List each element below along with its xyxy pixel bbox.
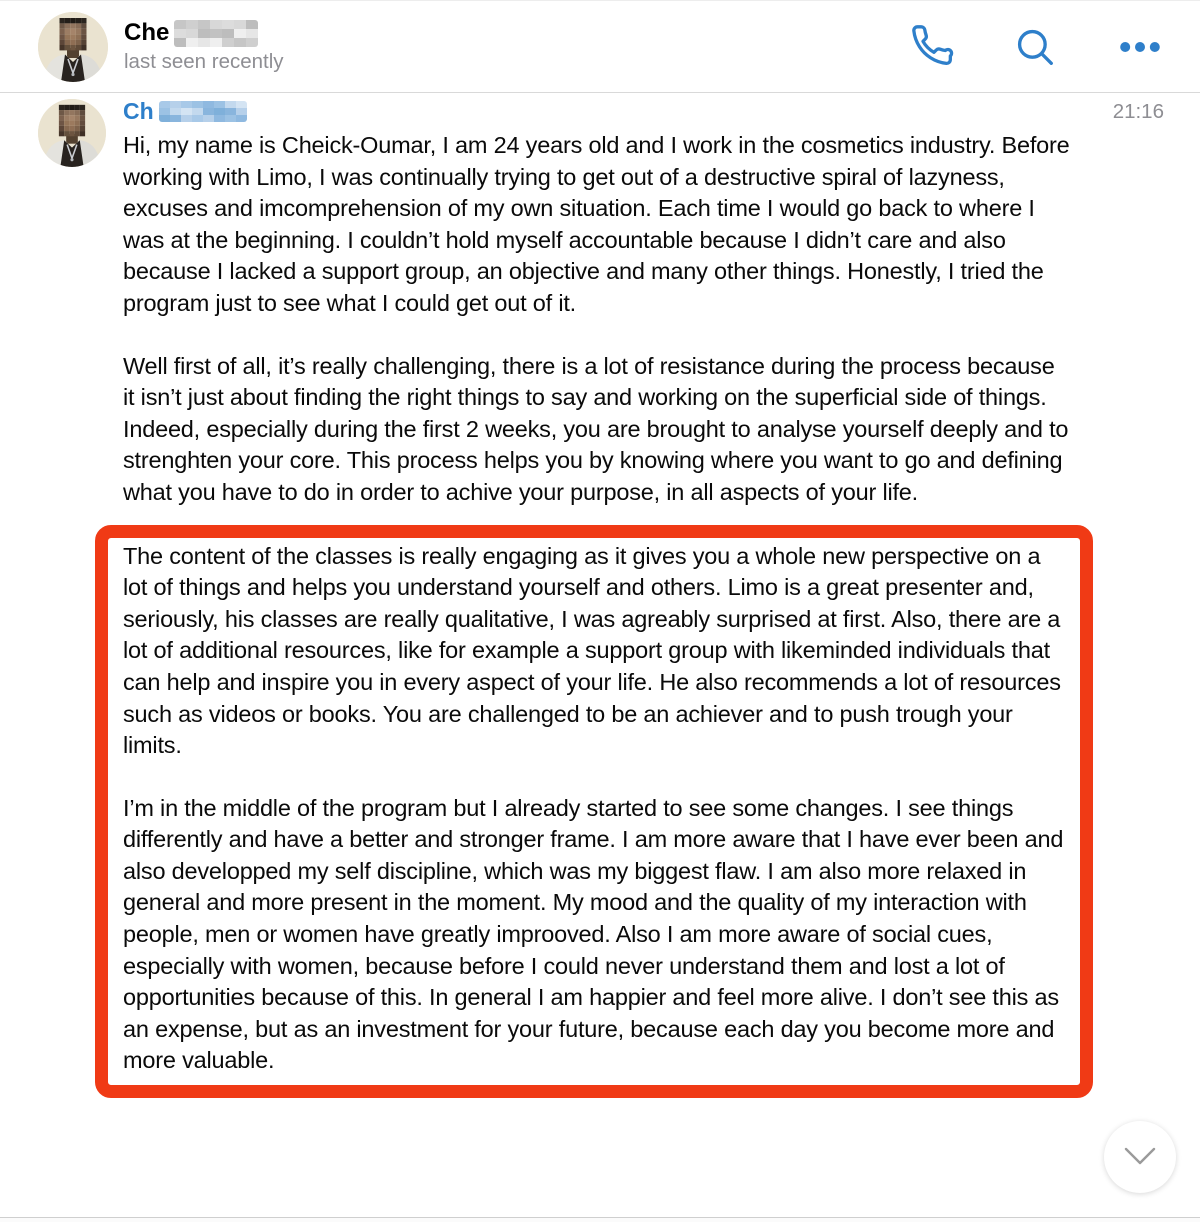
ellipsis-icon [1116, 23, 1164, 71]
message-paragraph: The content of the classes is really engaging as it gives you a whole new perspective on a lot of things and helps you understand yourself and others. Limo is a great presenter and, seriously, his classes are really qualitative, I was agreably surprised at first. Also, there are a lot of additional resources, like for example a support group with likeminded individuals that can help and inspire you in every aspect of your life. He also recommends a lot of resources such as videos or books. You are challenged to be an achiever and to push trough your limits. [123, 542, 1061, 759]
scroll-to-bottom-button[interactable] [1104, 1121, 1176, 1193]
search-icon [1014, 26, 1056, 68]
sender-name[interactable] [123, 98, 247, 124]
message [123, 93, 1164, 1098]
message-paragraph: I’m in the middle of the program but I already started to see some changes. I see things differently and have a better and stronger frame. I am more aware that I have ever been and also developped my self discipline, which was my biggest flaw. I am also more relaxed in general and more present in the moment. My mood and the quality of my interaction with people, men or women have greatly improoved. Also I am more aware of social cues, especially with women, because before I could never understand them and lost a lot of opportunities because of this. In general I am happier and feel more alive. I don’t see this as an expense, but as an investment for your future, because each day you become more and more valuable. [123, 794, 1064, 1074]
composer-top-edge [0, 1217, 1200, 1222]
contact-name-visible: Che [124, 19, 170, 46]
chevron-down-icon [1122, 1145, 1158, 1170]
red-annotation-box [95, 525, 1093, 1099]
redacted-name-blur [174, 20, 258, 47]
message-avatar[interactable] [38, 99, 106, 167]
call-button[interactable] [910, 25, 954, 69]
chat-header [0, 1, 1200, 93]
contact-avatar[interactable] [38, 12, 108, 82]
sender-redacted-blur [159, 101, 247, 122]
contact-name [124, 19, 284, 47]
message-header [123, 98, 1164, 130]
contact-info[interactable] [124, 19, 284, 74]
more-button[interactable] [1116, 23, 1164, 71]
message-time: 21:16 [1112, 100, 1164, 123]
sender-name-visible: Ch [123, 98, 154, 124]
message-text [123, 130, 1070, 1098]
message-paragraph: Well first of all, it’s really challenging, there is a lot of resistance during the process because it isn’t just about finding the right things to say and working on the superficial side of things. Indeed, especially during the first 2 weeks, you are brought to analyse yourself deeply and to strenghten your core. This process helps you by knowing where you want to go and defining what you have to do in order to achive your purpose, in all aspects of your life. [123, 352, 1069, 505]
header-actions [910, 23, 1164, 71]
phone-icon [910, 25, 954, 69]
search-button[interactable] [1014, 26, 1056, 68]
message-paragraph: Hi, my name is Cheick-Oumar, I am 24 years old and I work in the cosmetics industry. Before working with Limo, I was continually trying to get out of a destructive spiral of lazyness, excuses and imcomprehension of my own situation. Each time I would go back to where I was at the beginning. I couldn’t hold myself accountable because I didn’t care and also because I lacked a support group, an objective and many other things. Honestly, I tried the program just to see what I could get out of it. [123, 132, 1070, 316]
chat-area [0, 93, 1200, 1098]
contact-status: last seen recently [124, 50, 284, 73]
